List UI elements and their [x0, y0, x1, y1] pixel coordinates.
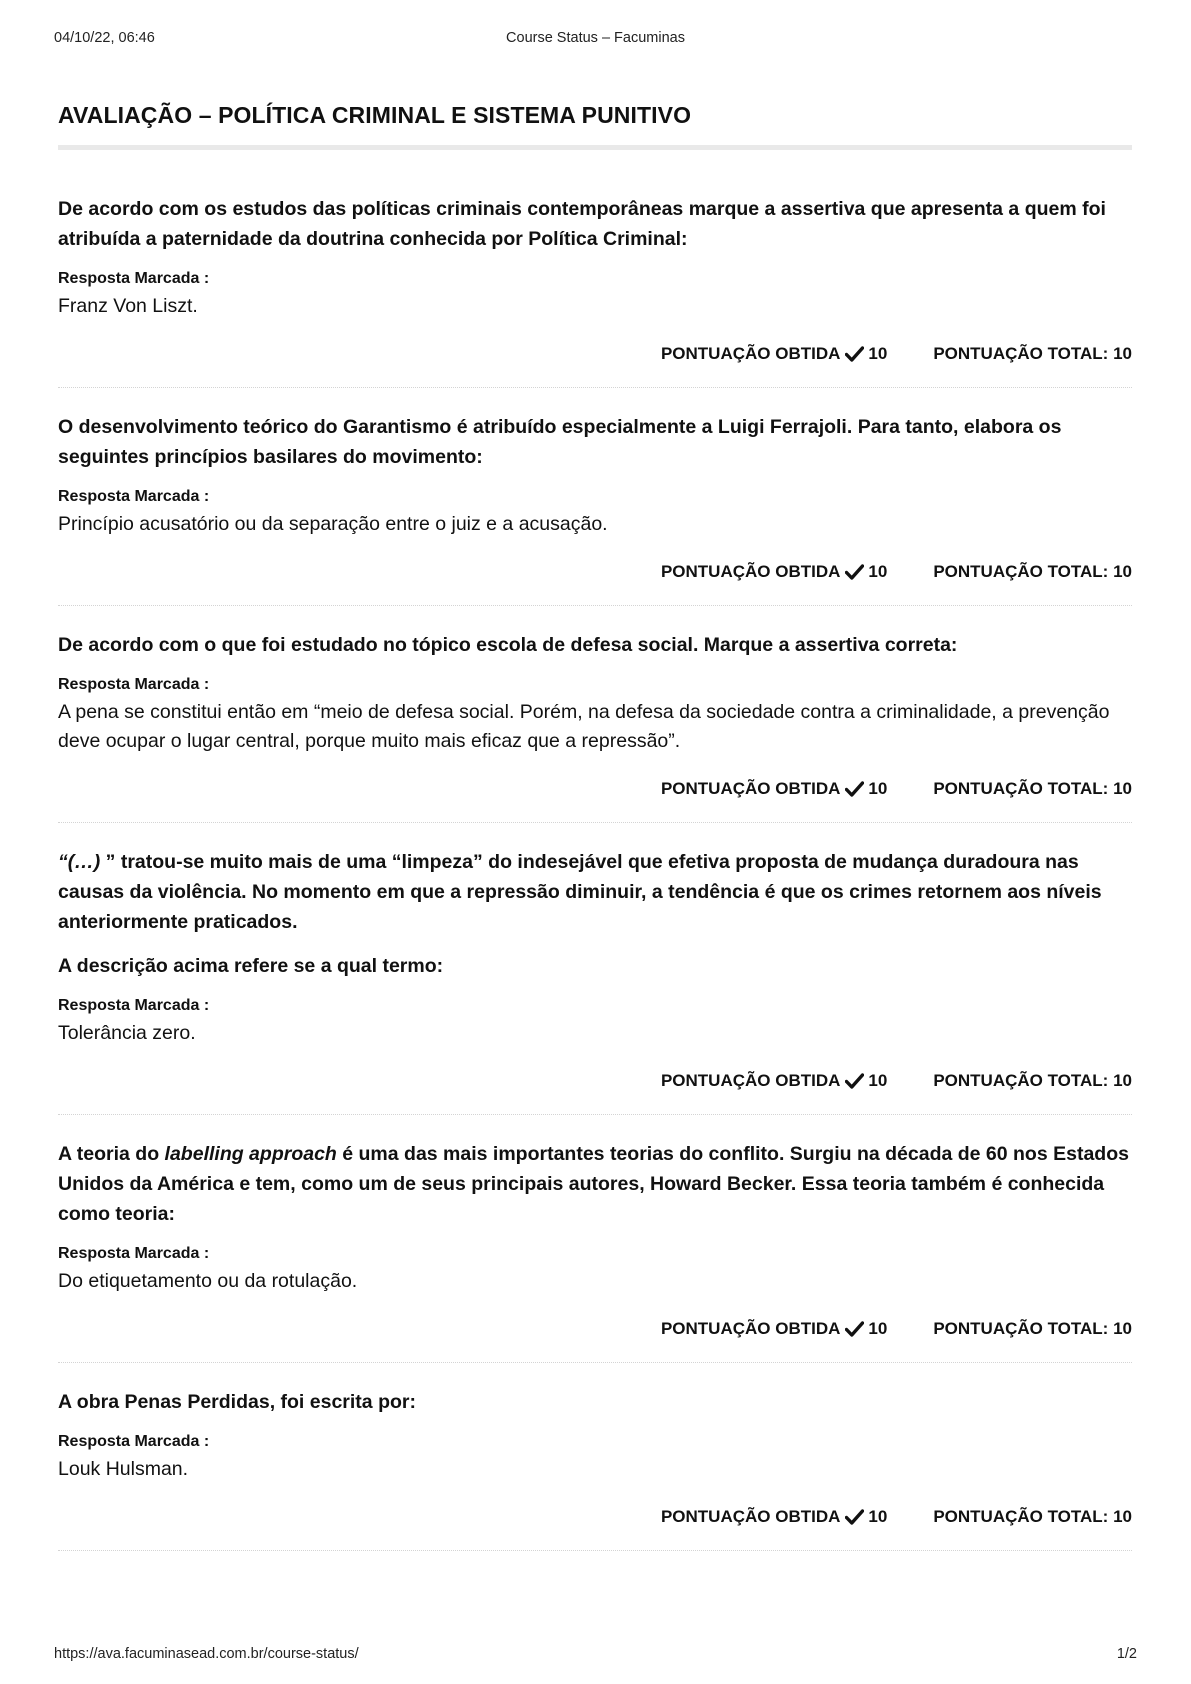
- answer-label: Resposta Marcada :: [58, 1433, 210, 1450]
- score-total-value: 10: [1113, 1507, 1132, 1526]
- score-obtained-label: PONTUAÇÃO OBTIDA: [660, 1507, 841, 1526]
- answer-text: Princípio acusatório ou da separação entre o juiz e a acusação.: [58, 513, 608, 535]
- score-total-label: PONTUAÇÃO TOTAL:: [933, 344, 1109, 363]
- question-text: De acordo com os estudos das políticas criminais contemporâneas marque a assertiva que apresenta a quem foi atribuída a paternidade da doutrina conhecida por Política Criminal:: [58, 198, 1106, 250]
- score-obtained: [661, 343, 887, 365]
- checkmark-icon: [845, 781, 864, 797]
- print-url: https://ava.facuminasead.com.br/course-status/: [54, 1646, 359, 1662]
- question-block-5: [58, 1139, 1132, 1363]
- answer-text: Tolerância zero.: [58, 1022, 196, 1044]
- print-date: 04/10/22, 06:46: [54, 30, 155, 46]
- title-divider: [58, 145, 1132, 150]
- score-obtained-label: PONTUAÇÃO OBTIDA: [660, 562, 841, 581]
- score-obtained-value: 10: [868, 1319, 888, 1338]
- question-block-2: [58, 412, 1132, 606]
- score-total: [933, 1506, 1132, 1528]
- question-block-1: [58, 194, 1132, 388]
- score-total: [933, 561, 1132, 583]
- course-status-content: [58, 102, 1132, 1575]
- question-text-before: A teoria do: [58, 1143, 165, 1165]
- score-row: [58, 561, 1132, 583]
- score-obtained: [661, 1506, 887, 1528]
- question-text: De acordo com o que foi estudado no tópico escola de defesa social. Marque a assertiva correta:: [58, 634, 958, 656]
- score-obtained: [661, 1070, 887, 1092]
- score-total-label: PONTUAÇÃO TOTAL:: [933, 779, 1109, 798]
- answer-text: Do etiquetamento ou da rotulação.: [58, 1270, 358, 1292]
- score-obtained-label: PONTUAÇÃO OBTIDA: [660, 344, 841, 363]
- score-total: [933, 343, 1132, 365]
- score-total-value: 10: [1113, 1319, 1132, 1338]
- answer-label: Resposta Marcada :: [58, 676, 210, 693]
- checkmark-icon: [845, 564, 864, 580]
- score-obtained-value: 10: [868, 779, 888, 798]
- score-obtained: [661, 561, 887, 583]
- answer-label: Resposta Marcada :: [58, 997, 210, 1014]
- answer-label: Resposta Marcada :: [58, 1245, 210, 1262]
- answer-label: Resposta Marcada :: [58, 270, 210, 287]
- question-block-3: [58, 630, 1132, 823]
- score-total-label: PONTUAÇÃO TOTAL:: [933, 1071, 1109, 1090]
- score-total: [933, 778, 1132, 800]
- question-text: O desenvolvimento teórico do Garantismo é atribuído especialmente a Luigi Ferrajoli. Para tanto, elabora os seguintes princípios basilares do movimento:: [58, 416, 1062, 468]
- checkmark-icon: [845, 1321, 864, 1337]
- print-header: [54, 30, 1137, 50]
- checkmark-icon: [845, 346, 864, 362]
- score-row: [58, 343, 1132, 365]
- score-total: [933, 1070, 1132, 1092]
- question-text: A obra Penas Perdidas, foi escrita por:: [58, 1391, 416, 1413]
- score-obtained-value: 10: [868, 1507, 888, 1526]
- checkmark-icon: [845, 1509, 864, 1525]
- question-text-body: ” tratou-se muito mais de uma “limpeza” do indesejável que efetiva proposta de mudança duradoura nas causas da violência. No momento em que a repressão diminuir, a tendência é que os crimes retornem aos níveis anteriormente praticados.: [58, 851, 1102, 933]
- print-page-number: 1/2: [1116, 1646, 1137, 1662]
- answer-label: Resposta Marcada :: [58, 488, 210, 505]
- question-text: [58, 1139, 1132, 1229]
- score-total-value: 10: [1113, 562, 1132, 581]
- score-obtained: [661, 1318, 887, 1340]
- checkmark-icon: [845, 1073, 864, 1089]
- score-total-value: 10: [1113, 779, 1132, 798]
- score-obtained-label: PONTUAÇÃO OBTIDA: [660, 1319, 841, 1338]
- score-obtained: [661, 778, 887, 800]
- print-document-title: Course Status – Facuminas: [506, 30, 685, 46]
- score-row: [58, 778, 1132, 800]
- score-obtained-label: PONTUAÇÃO OBTIDA: [660, 779, 841, 798]
- question-text-italic: labelling approach: [164, 1143, 337, 1165]
- score-total-value: 10: [1113, 1071, 1132, 1090]
- question-subtext: A descrição acima refere se a qual termo:: [58, 955, 444, 977]
- score-total-label: PONTUAÇÃO TOTAL:: [933, 1319, 1109, 1338]
- question-text-italic: “(…): [58, 851, 101, 873]
- score-row: [58, 1506, 1132, 1528]
- question-text-after: é uma das mais importantes teorias do conflito. Surgiu na década de 60 nos Estados Unidos da América e tem, como um de seus principais autores, Howard Becker. Essa teoria também é conhecida como teoria:: [58, 1143, 1129, 1225]
- question-block-6: [58, 1387, 1132, 1551]
- page-title: AVALIAÇÃO – POLÍTICA CRIMINAL E SISTEMA PUNITIVO: [58, 102, 692, 128]
- print-footer: [54, 1646, 1137, 1666]
- question-block-4: [58, 847, 1132, 1115]
- score-row: [58, 1318, 1132, 1340]
- answer-text: Franz Von Liszt.: [58, 295, 198, 317]
- answer-text: A pena se constitui então em “meio de defesa social. Porém, na defesa da sociedade contra a criminalidade, a prevenção deve ocupar o lugar central, porque muito mais eficaz que a repressão”.: [58, 701, 1110, 752]
- question-text: [58, 847, 1132, 937]
- answer-text: Louk Hulsman.: [58, 1458, 189, 1480]
- score-total-value: 10: [1113, 344, 1132, 363]
- score-obtained-value: 10: [868, 562, 888, 581]
- score-total: [933, 1318, 1132, 1340]
- score-total-label: PONTUAÇÃO TOTAL:: [933, 562, 1109, 581]
- score-obtained-value: 10: [868, 344, 888, 363]
- score-obtained-label: PONTUAÇÃO OBTIDA: [660, 1071, 841, 1090]
- score-total-label: PONTUAÇÃO TOTAL:: [933, 1507, 1109, 1526]
- score-obtained-value: 10: [868, 1071, 888, 1090]
- score-row: [58, 1070, 1132, 1092]
